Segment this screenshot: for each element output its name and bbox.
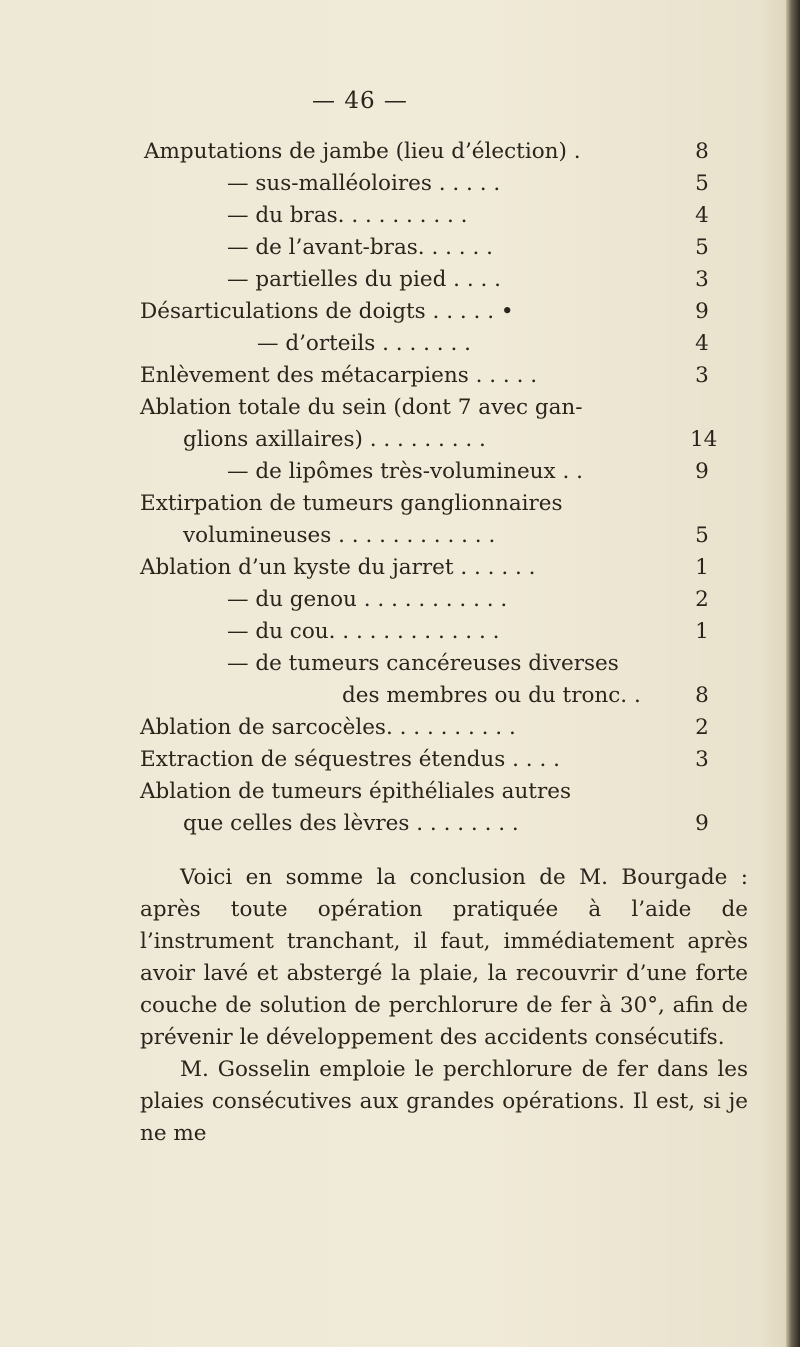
entry-count: 5 (695, 523, 709, 548)
paragraph: Voici en somme la conclusion de M. Bourgade : après toute opération pratiquée à l’aide de l’instrument tranchant, il faut, immédiatement après avoir lavé et abstergé la plaie, la recouvrir d’une forte couche de solution de perchlorure de fer à 30°, afin de prévenir le développement des accidents consécutifs. (140, 865, 748, 1050)
list-item (0, 808, 800, 840)
entry-count: 4 (695, 331, 709, 356)
paragraph: M. Gosselin emploie le perchlorure de fer dans les plaies consécutives aux grandes opérations. Il est, si je ne me (140, 1057, 748, 1146)
entry-label: Enlèvement des métacarpiens . . . . . (140, 363, 538, 388)
entry-count: 3 (695, 363, 709, 388)
entry-count: 2 (695, 587, 709, 612)
list-item (0, 264, 800, 296)
list-item (0, 776, 800, 808)
list-item (0, 680, 800, 712)
list-item (0, 200, 800, 232)
entry-count: 3 (695, 747, 709, 772)
entry-label: Amputations de jambe (lieu d’élection) . (144, 139, 581, 164)
entry-label: glions axillaires) . . . . . . . . . (183, 427, 486, 452)
list-item (0, 232, 800, 264)
entry-label: — du cou. . . . . . . . . . . . . (227, 619, 500, 644)
entry-count: 4 (695, 203, 709, 228)
entry-label: — de tumeurs cancéreuses diverses (227, 651, 619, 676)
list-item (0, 584, 800, 616)
list-item (0, 744, 800, 776)
entry-label: — sus-malléoloires . . . . . (227, 171, 501, 196)
entry-label: Extirpation de tumeurs ganglionnaires (140, 491, 563, 516)
list-item (0, 616, 800, 648)
entry-label: — d’orteils . . . . . . . (257, 331, 471, 356)
entry-label: Ablation de tumeurs épithéliales autres (140, 779, 571, 804)
entry-count: 14 (690, 427, 718, 452)
entry-count: 2 (695, 715, 709, 740)
entry-count: 5 (695, 171, 709, 196)
list-item (0, 392, 800, 424)
entry-label: Désarticulations de doigts . . . . . • (140, 299, 514, 324)
list-item (0, 552, 800, 584)
list-item (0, 488, 800, 520)
entry-count: 1 (695, 555, 709, 580)
list-item (0, 648, 800, 680)
entry-label: — du bras. . . . . . . . . . (227, 203, 468, 228)
list-item (0, 328, 800, 360)
entry-label: volumineuses . . . . . . . . . . . . (183, 523, 496, 548)
entry-label: Ablation totale du sein (dont 7 avec gan- (140, 395, 583, 420)
list-item (0, 712, 800, 744)
entry-label: — partielles du pied . . . . (227, 267, 502, 292)
entry-label: que celles des lèvres . . . . . . . . (183, 811, 519, 836)
list-item (0, 136, 800, 168)
entry-count: 9 (695, 811, 709, 836)
entry-label: Ablation de sarcocèles. . . . . . . . . . (140, 715, 516, 740)
list-item (0, 424, 800, 456)
entry-count: 9 (695, 299, 709, 324)
entry-label: — du genou . . . . . . . . . . . (227, 587, 508, 612)
entry-label: — de lipômes très-volumineux . . (227, 459, 583, 484)
list-item (0, 360, 800, 392)
entry-count: 8 (695, 139, 709, 164)
entry-count: 1 (695, 619, 709, 644)
list-item (0, 296, 800, 328)
entry-count: 5 (695, 235, 709, 260)
entry-label: — de l’avant-bras. . . . . . (227, 235, 493, 260)
entry-count: 8 (695, 683, 709, 708)
entry-count: 9 (695, 459, 709, 484)
entry-label: Ablation d’un kyste du jarret . . . . . . (140, 555, 536, 580)
list-item (0, 168, 800, 200)
entry-count: 3 (695, 267, 709, 292)
list-item (0, 520, 800, 552)
page-number: — 46 — (312, 88, 408, 114)
entry-label: des membres ou du tronc. . (342, 683, 641, 708)
entry-label: Extraction de séquestres étendus . . . . (140, 747, 560, 772)
list-item (0, 456, 800, 488)
body-text (140, 862, 748, 1150)
